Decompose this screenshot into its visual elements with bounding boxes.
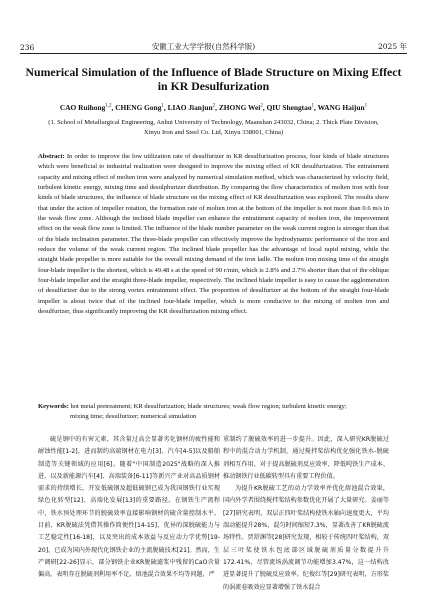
publication-year: 2025 年 (378, 42, 407, 51)
journal-name: 安徽工业大学学报(自然科学版) (151, 42, 256, 51)
body-column-right (223, 434, 389, 594)
keywords-label: Keywords: (38, 403, 69, 410)
abstract-text: In order to improve the low utilization rate of desulfurizer in KR desulfurization process, four kinds of blade structures which were beneficial to industrial realization were designed to improve the mixing effect of KR desulfurization. The entrainment capacity and mixing effect of molten iron were analyzed by numerical simulation method, which was characterized by velocity field, turbulent kinetic energy, mixing time and desulphurizer distribution. By comparing the flow characteristics of molten iron with four kinds of blade structures, the influence of blade structure on the mixing effect of KR desulfurization was explored. The results show that under the action of impeller rotation, the formation rate of molten iron at the bottom of the impeller is not more than 0.6 m/s in the weak flow zone. Although the inclined blade impeller can enhance the entrainment capacity of molten iron, the improvement effect on the weak flow zone is limited. The influence of the blade number parameter on the weak current region is stronger than that of the blade inclination parameter. The three-blade propeller can effectively improve the hydrodynamic performance of the iron and reduce the volume of the weak current region. The inclined blade propeller has the advantage of local rapid mixing, while the straight blade propeller is more suitable for the overall mixing demand of the iron ladle. The molten iron mixing time of the straight four-blade impeller is the shortest, which is 49.48 s at the speed of 90 r/min, which is 2.8% and 2.7% shorter than that of the oblique four-blade impeller and the straight three-blade impeller, respectively. The inclined blade impeller is easy to cause the agglomeration of desulfurizer due to the strong vortex entrainment effect. The proportion of desulfurizer at the bottom of the straight four-blade impeller is about twice that of the inclined four-blade impeller, which is more conducive to the mixing of molten iron and desulfurizer, thus significantly improving the KR desulfurization mixing effect. (38, 153, 389, 316)
abstract-label: Abstract: (38, 153, 65, 160)
running-header (20, 40, 407, 54)
author: CAO Ruihong$^{1,2}$ (59, 103, 112, 112)
author-list: CAO Ruihong$^{1,2}$, CHENG Gong$^1$, LIAO Jianjun$^2$, ZHONG Wei$^2$, QIU Shengtao$^1$, WANG Haijun$^1$ (59, 103, 368, 112)
keywords (38, 402, 389, 422)
body-paragraph: 硫是钢中的有害元素，其含量过高会显著劣化钢材的疲性能和耐蚀性能[1-2]，进而制约高端钢材在电力[3]、汽车[4-5]以及船舶制造等关键领域的应用[6]。随着"中国制造2025"战略的深入推进，以及新能源汽车[4]、高端装备[6-11]等新兴产业对高品质钢材需求的持续增长，开发低硫钢及超低硫钢已成为我国钢铁行业实现绿色化转型[12]、高端化发展[13]的重要路径。在钢铁生产流程中，铁水预处理环节的脱硫效率直接影响钢材的硫含量控制水平。目前，KR脱硫法凭借其操作简便性[14-15]、优异的深脱硫能力与工艺稳定性[16-18]，以及突出的成本效益与反应动力学优势[19-20]，已成为国内外现代化钢铁企业的主流脱硫技术[21]。然而，生产调研[22-26]显示，部分钢铁企业KR脱硫滤浆中残留的CaO含量偏高，表明存在脱硫剂利用率不足、熔池混合效果不均等问题，严 (38, 436, 220, 579)
body-column-left (38, 434, 220, 582)
affiliations: (1. School of Metallurgical Engineering, Anhui University of Technology, Maanshan 243032, China; 2. Thick Plate Division, Xinyu Iron and Steel Co. Ltd, Xinyu 338001, China) (48, 119, 379, 136)
author: LIAO Jianjun$^2$ (167, 103, 216, 112)
body-paragraph: 重制约了脱硫效率的进一步提升。因此，深入研究KR脱硫过程中的混合动力学机制，通过搅拌桨结构优化强化铁水-脱硫剂相互作用，对于提高脱硫剂反应效率、降低吨铁生产成本、推动钢铁行业低碳转型具有重要工程价值。 (223, 436, 389, 480)
author: CHENG Gong$^1$ (115, 103, 164, 112)
keywords-line-1: hot metal pretreatment; KR desulfurization; blade structures; weak flow region; turbulent kinetic energy; (70, 403, 347, 410)
author: ZHONG Wei$^2$ (218, 103, 263, 112)
abstract (38, 152, 389, 318)
paper-title: Numerical Simulation of the Influence of Blade Structure on Mixing Effect in KR Desulfurization (25, 65, 402, 93)
body-paragraph: 为提升KR脱硫工艺的动力学效率并优化熔池混合效果，国内外学者围绕搅拌桨结构参数优化开展了大量研究。姜丽等[27]研究表明，双层正四叶桨结构使铁水轴向速度更大，平均湍动能提升28%，混匀时间缩短7.3%，显著改善了KR脱硫流场特性。贾舒渊等[28]研究发现，相较于传统四叶桨结构，双层三叶桨使铁水包底部区域脱硫剂质量分数提升升172.41%，尽管流场涡流调节功能增加3.47%，这一结构改进显著提升了脱硫反应效率。纪俊红等[29]研究表明，方形桨的涡流卷吸效应显著增强了铁水混合 (223, 485, 389, 591)
keywords-line-2: mixing time; desulfurizer; numerical simulation (70, 413, 197, 420)
author: WANG Haijun$^1$ (317, 103, 368, 112)
page-number: 236 (20, 43, 35, 52)
author: QIU Shengtao$^1$ (266, 103, 315, 112)
